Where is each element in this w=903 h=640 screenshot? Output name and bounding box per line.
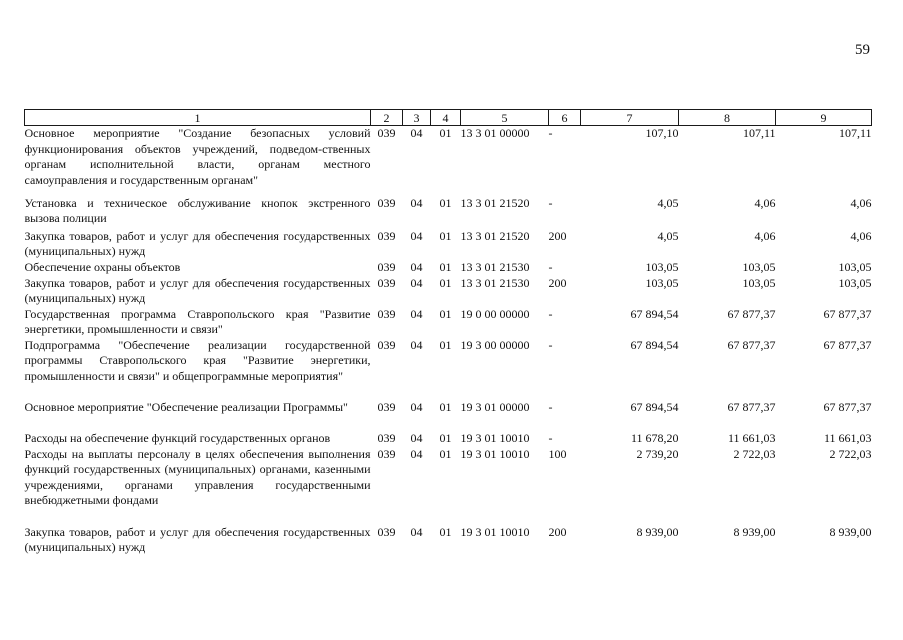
expense-type-code: - [548, 399, 553, 414]
target-article-code: 13 3 01 21520 [460, 228, 530, 243]
table-row [25, 126, 872, 196]
table-row [25, 447, 872, 525]
amount-col8: 4,06 [754, 228, 776, 243]
table-row [25, 196, 872, 229]
amount-col7: 11 678,20 [630, 430, 679, 445]
amount-col8: 2 722,03 [733, 446, 776, 461]
amount-col8: 8 939,00 [733, 524, 776, 539]
expense-type-code: - [548, 337, 553, 352]
amount-col8: 103,05 [742, 275, 776, 290]
expense-name: Закупка товаров, работ и услуг для обеспечения государственных (муниципальных) нужд [24, 275, 371, 305]
target-article-code: 19 3 00 00000 [460, 337, 530, 352]
amount-col8: 11 661,03 [727, 430, 776, 445]
ministry-code: 039 [377, 399, 396, 414]
expense-name: Основное мероприятие "Обеспечение реализации Программы" [24, 399, 348, 414]
expense-type-code: 100 [548, 446, 567, 461]
amount-col9: 4,06 [850, 228, 872, 243]
amount-col8: 67 877,37 [727, 306, 776, 321]
amount-col7: 103,05 [645, 275, 679, 290]
column-number: 5 [461, 110, 549, 126]
amount-col8: 67 877,37 [727, 337, 776, 352]
subsection-code: 01 [439, 399, 452, 414]
amount-col9: 11 661,03 [823, 430, 872, 445]
target-article-code: 19 3 01 10010 [460, 430, 530, 445]
target-article-code: 13 3 01 21530 [460, 275, 530, 290]
expense-type-code: - [548, 195, 553, 210]
amount-col7: 67 894,54 [630, 337, 679, 352]
column-number: 2 [371, 110, 403, 126]
table-row [25, 338, 872, 400]
subsection-code: 01 [439, 259, 452, 274]
amount-col7: 67 894,54 [630, 306, 679, 321]
table-row [25, 260, 872, 276]
section-code: 04 [410, 524, 423, 539]
table-row [25, 431, 872, 447]
ministry-code: 039 [377, 446, 396, 461]
table-row [25, 525, 872, 556]
table-row [25, 400, 872, 431]
amount-col7: 67 894,54 [630, 399, 679, 414]
subsection-code: 01 [439, 446, 452, 461]
ministry-code: 039 [377, 259, 396, 274]
amount-col9: 67 877,37 [823, 399, 872, 414]
amount-col9: 8 939,00 [829, 524, 872, 539]
target-article-code: 19 3 01 00000 [460, 399, 530, 414]
section-code: 04 [410, 430, 423, 445]
amount-col9: 4,06 [850, 195, 872, 210]
table-row [25, 229, 872, 260]
target-article-code: 13 3 01 00000 [460, 126, 530, 140]
table-row [25, 307, 872, 338]
target-article-code: 19 0 00 00000 [460, 306, 530, 321]
expense-name: Закупка товаров, работ и услуг для обеспечения государственных (муниципальных) нужд [24, 228, 371, 258]
column-number: 9 [776, 110, 872, 126]
expense-name: Установка и техническое обслуживание кнопок экстренного вызова полиции [24, 195, 371, 225]
table-body [25, 126, 872, 556]
ministry-code: 039 [377, 524, 396, 539]
amount-col9: 2 722,03 [829, 446, 872, 461]
ministry-code: 039 [377, 126, 396, 140]
section-code: 04 [410, 259, 423, 274]
target-article-code: 19 3 01 10010 [460, 446, 530, 461]
amount-col9: 67 877,37 [823, 306, 872, 321]
column-number: 7 [581, 110, 679, 126]
section-code: 04 [410, 126, 423, 140]
expense-name: Обеспечение охраны объектов [24, 259, 181, 274]
expense-type-code: - [548, 126, 553, 140]
table-header [25, 110, 872, 126]
expense-type-code: - [548, 306, 553, 321]
amount-col7: 103,05 [645, 259, 679, 274]
ministry-code: 039 [377, 337, 396, 352]
subsection-code: 01 [439, 524, 452, 539]
expense-type-code: - [548, 259, 553, 274]
expense-name: Расходы на обеспечение функций государственных органов [24, 430, 331, 445]
target-article-code: 13 3 01 21520 [460, 195, 530, 210]
expense-name: Основное мероприятие "Создание безопасных условий функционирования объектов учреждений, подведом-ственных органам исполнительной власти, органам местного самоуправления и государственным органам" [24, 126, 371, 187]
section-code: 04 [410, 337, 423, 352]
expense-name: Закупка товаров, работ и услуг для обеспечения государственных (муниципальных) нужд [24, 524, 371, 554]
ministry-code: 039 [377, 228, 396, 243]
budget-table [24, 109, 872, 556]
column-number: 4 [431, 110, 461, 126]
column-number: 6 [549, 110, 581, 126]
subsection-code: 01 [439, 195, 452, 210]
subsection-code: 01 [439, 275, 452, 290]
target-article-code: 19 3 01 10010 [460, 524, 530, 539]
amount-col9: 103,05 [838, 259, 872, 274]
expense-type-code: 200 [548, 275, 567, 290]
expense-type-code: - [548, 430, 553, 445]
section-code: 04 [410, 228, 423, 243]
amount-col7: 8 939,00 [636, 524, 679, 539]
expense-name: Подпрограмма "Обеспечение реализации государственной программы Ставропольского края "Развитие энергетики, промышленности и связи" и общепрограммные мероприятия" [24, 337, 371, 383]
expense-type-code: 200 [548, 524, 567, 539]
section-code: 04 [410, 399, 423, 414]
expense-name: Расходы на выплаты персоналу в целях обеспечения выполнения функций государственных (муниципальных) органами, казенными учреждениями, органами управления государственными внебюджетными фондами [24, 446, 371, 507]
amount-col7: 4,05 [657, 195, 679, 210]
amount-col8: 107,11 [742, 126, 776, 140]
amount-col8: 4,06 [754, 195, 776, 210]
ministry-code: 039 [377, 195, 396, 210]
subsection-code: 01 [439, 306, 452, 321]
section-code: 04 [410, 306, 423, 321]
amount-col7: 2 739,20 [636, 446, 679, 461]
amount-col9: 107,11 [838, 126, 872, 140]
section-code: 04 [410, 195, 423, 210]
expense-name: Государственная программа Ставропольского края "Развитие энергетики, промышленности и связи" [24, 306, 371, 336]
subsection-code: 01 [439, 430, 452, 445]
expense-type-code: 200 [548, 228, 567, 243]
target-article-code: 13 3 01 21530 [460, 259, 530, 274]
ministry-code: 039 [377, 430, 396, 445]
column-number: 1 [25, 110, 371, 126]
section-code: 04 [410, 446, 423, 461]
amount-col7: 4,05 [657, 228, 679, 243]
subsection-code: 01 [439, 126, 452, 140]
page-number: 59 [855, 42, 870, 58]
column-number: 8 [679, 110, 776, 126]
column-number-row [25, 110, 872, 126]
amount-col9: 67 877,37 [823, 337, 872, 352]
amount-col9: 103,05 [838, 275, 872, 290]
amount-col8: 67 877,37 [727, 399, 776, 414]
amount-col7: 107,10 [645, 126, 679, 140]
column-number: 3 [403, 110, 431, 126]
ministry-code: 039 [377, 275, 396, 290]
section-code: 04 [410, 275, 423, 290]
subsection-code: 01 [439, 337, 452, 352]
table-row [25, 276, 872, 307]
amount-col8: 103,05 [742, 259, 776, 274]
ministry-code: 039 [377, 306, 396, 321]
subsection-code: 01 [439, 228, 452, 243]
